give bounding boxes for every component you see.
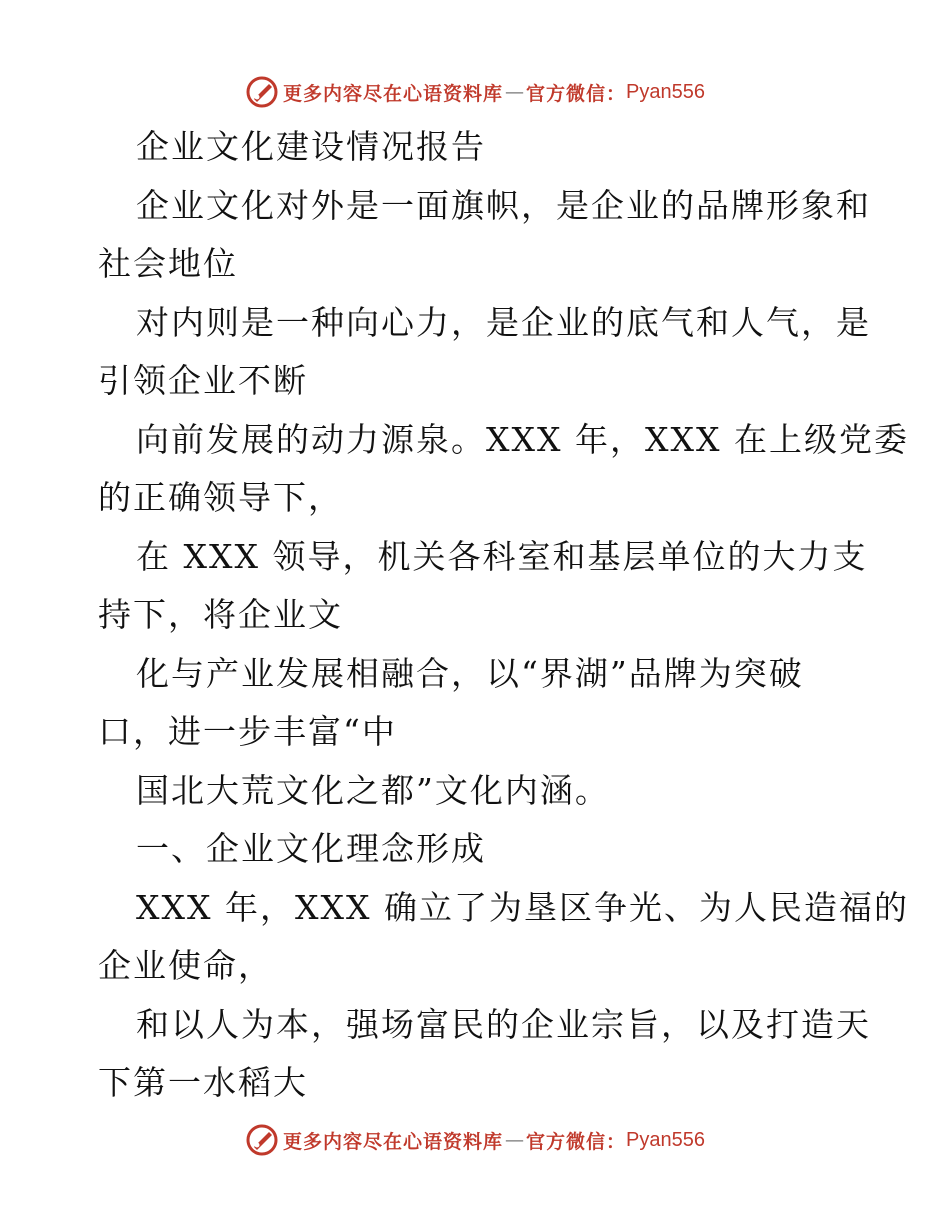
text-line: 下第一水稻大 [98,1063,308,1102]
watermark-dash: — [505,81,525,103]
watermark-wechat: 官方微信： [526,1130,627,1153]
text-line: 口，进一步丰富“中 [98,712,397,751]
watermark-id: Pyan556 [626,80,705,103]
text-line: XXX 年，XXX 确立了为垦区争光、为人民造福的 [136,887,909,927]
text-line: 向前发展的动力源泉。XXX 年，XXX 在上级党委 [136,419,909,459]
text-line: 企业文化对外是一面旗帜，是企业的品牌形象和 [136,185,871,225]
watermark-text: 更多内容尽在心语资料库 [283,1130,504,1153]
watermark-wechat: 官方微信： [526,82,627,105]
document-body [98,118,909,1113]
text-line: 的正确领导下， [98,478,343,517]
text-line: 国北大荒文化之都”文化内涵。 [136,770,610,810]
pen-logo-icon [245,75,279,109]
section-heading: 一、企业文化理念形成 [136,829,486,868]
pen-logo-icon [245,1123,279,1157]
watermark-text: 更多内容尽在心语资料库 [283,82,504,105]
text-line: 化与产业发展相融合，以“界湖”品牌为突破 [136,653,804,693]
text-line: 对内则是一种向心力，是企业的底气和人气，是 [136,302,871,342]
text-line: 引领企业不断 [98,361,308,400]
watermark-dash: — [505,1129,525,1151]
header-watermark [0,72,950,112]
text-line: 和以人为本，强场富民的企业宗旨，以及打造天 [136,1004,871,1044]
text-line: 在 XXX 领导，机关各科室和基层单位的大力支 [136,536,868,576]
footer-watermark [0,1120,950,1160]
text-line: 企业文化建设情况报告 [136,127,486,166]
watermark-id: Pyan556 [626,1128,705,1151]
text-line: 企业使命， [98,946,273,985]
text-line: 持下，将企业文 [98,595,343,634]
text-line: 社会地位 [98,244,238,283]
